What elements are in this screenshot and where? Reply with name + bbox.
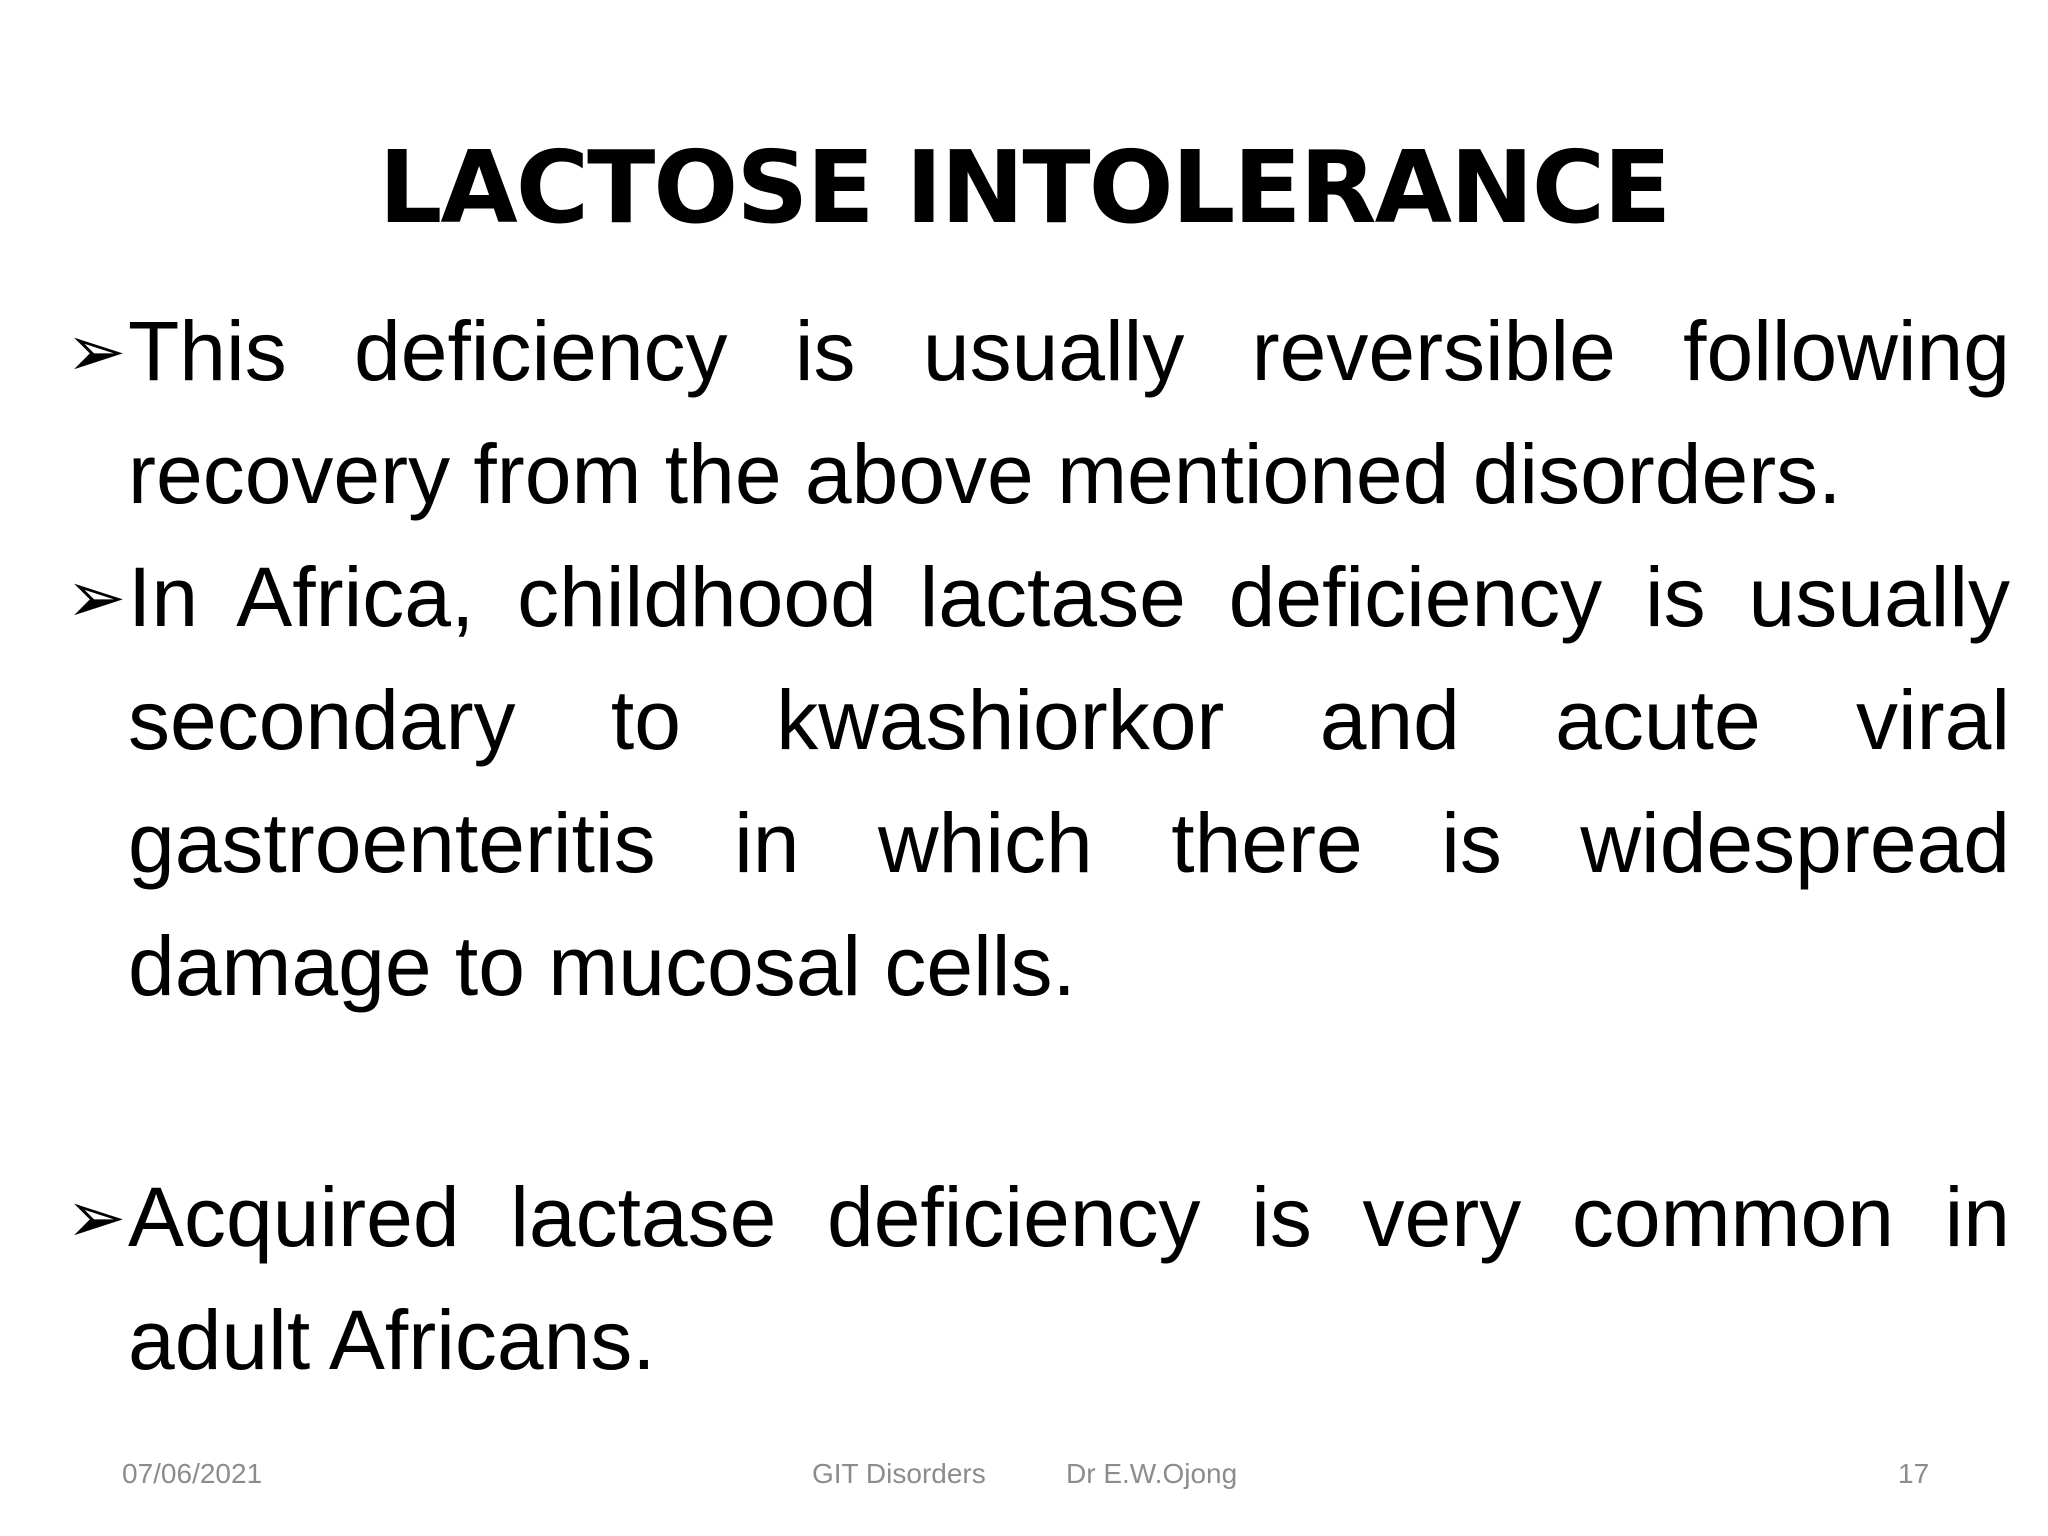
footer-author: Dr E.W.Ojong: [1066, 1458, 1238, 1489]
footer-title: GIT Disorders: [812, 1458, 986, 1489]
arrow-bullet-icon: ➢: [66, 555, 127, 639]
bullet-text-1: This deficiency is usually reversible following recovery from the above mentioned disorders.: [128, 304, 2010, 521]
bullet-text-2: In Africa, childhood lactase deficiency is usually secondary to kwashiorkor and acute viral gastroenteritis in which there is widespread damage to mucosal cells.: [128, 550, 2010, 1013]
bullet-list: [60, 290, 2010, 1402]
slide-number: 17: [1898, 1458, 1930, 1489]
bullet-item-2: [60, 536, 2010, 1028]
bullet-text-3: Acquired lactase deficiency is very common in adult Africans.: [128, 1170, 2010, 1387]
arrow-bullet-icon: ➢: [66, 309, 127, 393]
footer-date: 07/06/2021: [122, 1458, 263, 1489]
slide-title: LACTOSE INTOLERANCE: [378, 129, 1670, 246]
arrow-bullet-icon: ➢: [66, 1175, 127, 1259]
bullet-item-1: [60, 290, 2010, 536]
bullet-item-3: [60, 1156, 2010, 1402]
